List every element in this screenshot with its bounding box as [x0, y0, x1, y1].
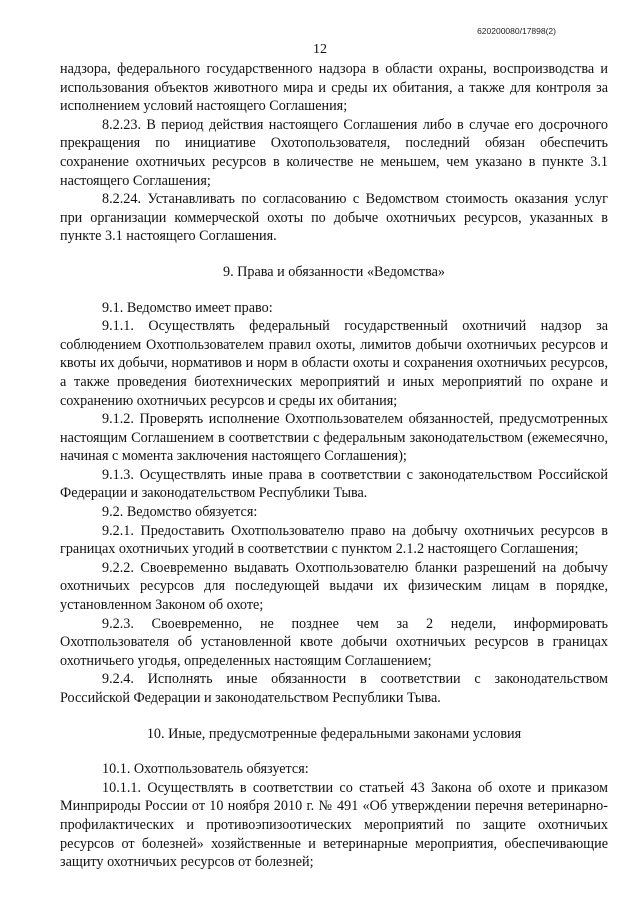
- section-heading: 9. Права и обязанности «Ведомства»: [222, 263, 446, 280]
- paragraph: 8.2.24. Устанавливать по согласованию с Ведомством стоимость оказания услуг при организации коммерческой охоты по добыче охотничьих ресурсов, указанных в пункте 3.1 настоящего Соглашения.: [60, 191, 608, 245]
- paragraph: 9.2.4. Исполнять иные обязанности в соответствии с законодательством Российской Федерации и законодательством Республики Тыва.: [60, 671, 608, 706]
- paragraph: 9.2. Ведомство обязуется:: [102, 504, 258, 521]
- paragraph: 9.1. Ведомство имеет право:: [102, 299, 273, 316]
- document-code: 620200080/17898(2): [477, 26, 556, 36]
- section-heading: 10. Иные, предусмотренные федеральными законами условия: [146, 725, 522, 742]
- paragraph: 8.2.23. В период действия настоящего Соглашения либо в случае его досрочного прекращения по инициативе Охотопользователя, последний обязан обеспечить сохранение охотничьих ресурсов в количестве не меньшем, чем указано в пункте 3.1 настоящего Соглашения;: [60, 116, 608, 189]
- paragraph: 9.1.2. Проверять исполнение Охотпользователем обязанностей, предусмотренных настоящим Соглашением в соответствии с федеральным законодательством (ежемесячно, начиная с момента заключения настоящего Соглашения);: [60, 411, 608, 465]
- document-body: [60, 60, 608, 872]
- paragraph: 10.1.1. Осуществлять в соответствии со статьей 43 Закона об охоте и приказом Минприроды России от 10 ноября 2010 г. № 491 «Об утверждении перечня ветеринарно-профилактических и противоэпизоотических мероприятий по защите охотничьих ресурсов от болезней» хозяйственные и ветеринарные мероприятия, обеспечивающие защиту охотничьих ресурсов от болезней;: [60, 779, 608, 871]
- paragraph: 9.1.3. Осуществлять иные права в соответствии с законодательством Российской Федерации и законодательством Республики Тыва.: [60, 466, 608, 502]
- paragraph: 10.1. Охотпользователь обязуется:: [102, 761, 309, 778]
- paragraph: 9.1.1. Осуществлять федеральный государственный охотничий надзор за соблюдением Охотпользователем правил охоты, лимитов добычи охотничьих ресурсов и квоты их добычи, нормативов и норм в области охоты и сохранения охотничьих ресурсов, а также проведения биотехнических мероприятий и иных мероприятий по охране и сохранению охотничьих ресурсов и среды их обитания;: [60, 318, 608, 409]
- paragraph: 9.2.2. Своевременно выдавать Охотпользователю бланки разрешений на добычу охотничьих ресурсов для последующей выдачи их физическим лицам в порядке, установленном Законом об охоте;: [60, 559, 608, 614]
- paragraph: 9.2.3. Своевременно, не позднее чем за 2 недели, информировать Охотпользователя об установленной квоте добычи охотничьих ресурсов в границах охотничьего угодья, определенных настоящим Соглашением;: [60, 615, 608, 669]
- page-number: 12: [313, 42, 327, 57]
- paragraph: 9.2.1. Предоставить Охотпользователю право на добычу охотничьих ресурсов в границах охотничьих угодий в соответствии с пунктом 2.1.2 настоящего Соглашения;: [60, 522, 608, 558]
- paragraph: надзора, федерального государственного надзора в области охраны, воспроизводства и использования объектов животного мира и среды их обитания, а также для контроля за исполнением условий настоящего Соглашения;: [60, 61, 608, 115]
